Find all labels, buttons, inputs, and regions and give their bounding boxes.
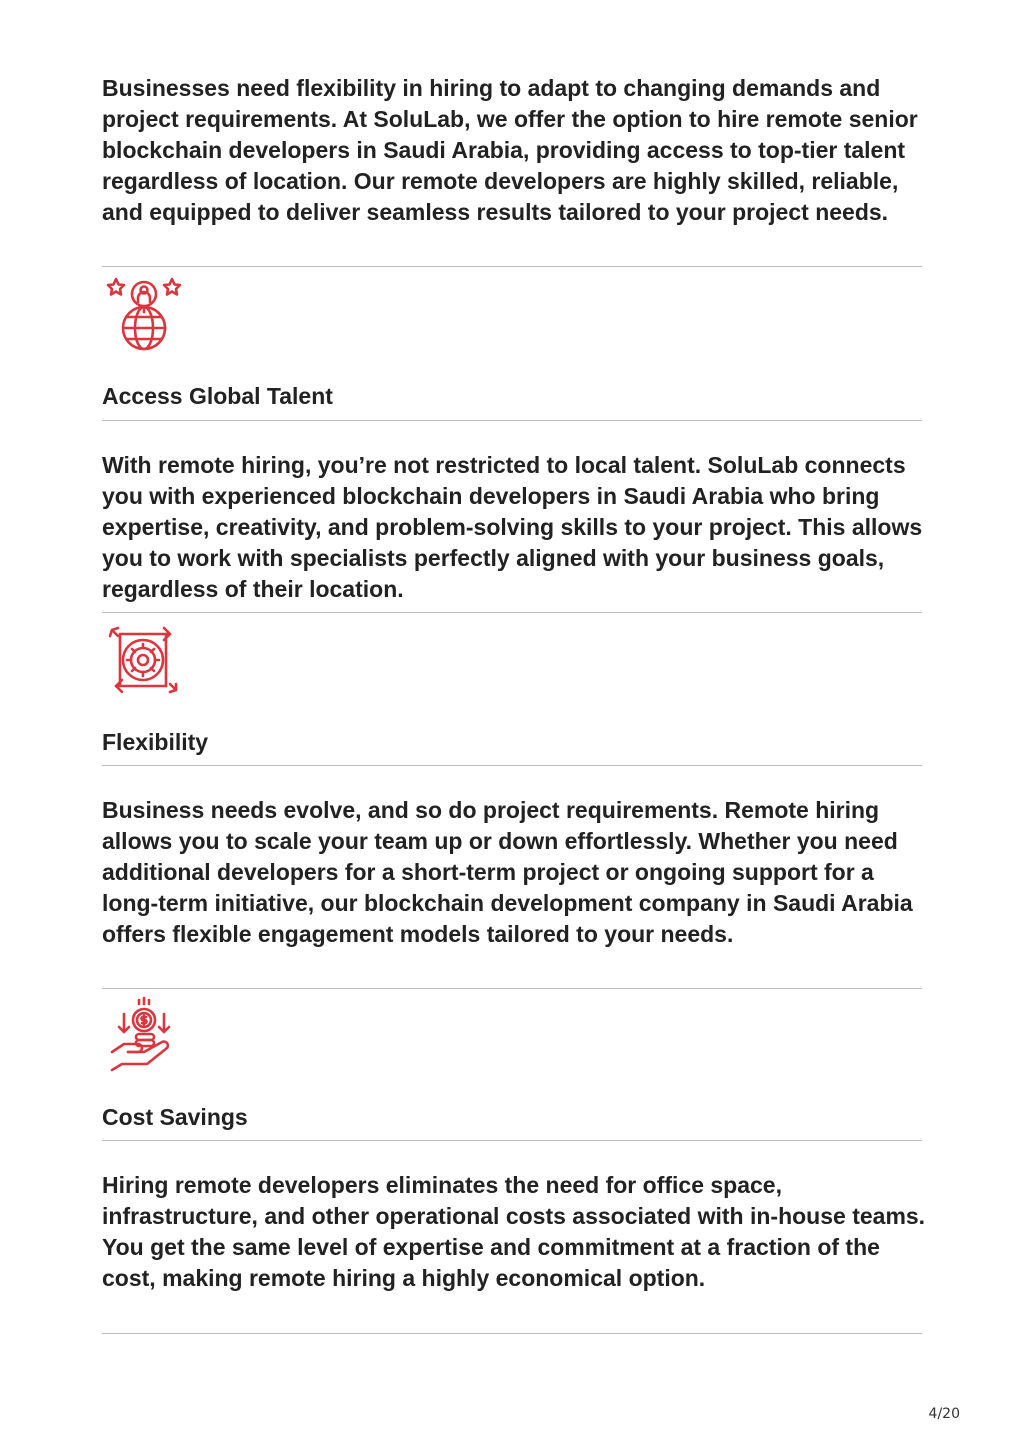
divider bbox=[102, 765, 922, 766]
cost-savings-icon bbox=[104, 996, 184, 1072]
divider bbox=[102, 1333, 922, 1334]
section-body: With remote hiring, you’re not restricted to local talent. SoluLab connects you with experienced blockchain developers in Saudi Arabia who bring expertise, creativity, and problem-solving skills to your project. This allows you to work with specialists perfectly aligned with your business goals, regardless of their location. bbox=[102, 452, 923, 602]
divider bbox=[102, 612, 922, 613]
flexibility-gear-icon bbox=[104, 622, 184, 698]
divider bbox=[102, 420, 922, 421]
divider bbox=[102, 1140, 922, 1141]
divider bbox=[102, 988, 922, 989]
section-body: Hiring remote developers eliminates the need for office space, infrastructure, and other operational costs associated with in-house teams. You get the same level of expertise and commitment at a fraction of the cost, making remote hiring a highly economical option. bbox=[102, 1172, 926, 1291]
divider bbox=[102, 266, 922, 267]
intro-paragraph: Businesses need flexibility in hiring to adapt to changing demands and project requirements. At SoluLab, we offer the option to hire remote senior blockchain developers in Saudi Arabia, providing access to top-tier talent regardless of location. Our remote developers are highly skilled, reliable, and equipped to deliver seamless results tailored to your project needs. bbox=[102, 75, 918, 225]
section-body: Business needs evolve, and so do project requirements. Remote hiring allows you to scale your team up or down effortlessly. Whether you need additional developers for a short-term project or ongoing support for a long-term initiative, our blockchain development company in Saudi Arabia offers flexible engagement models tailored to your needs. bbox=[102, 797, 913, 947]
global-talent-icon bbox=[104, 276, 184, 352]
section-heading: Access Global Talent bbox=[102, 383, 333, 409]
page-number: 4/20 bbox=[928, 1406, 960, 1422]
section-heading: Flexibility bbox=[102, 729, 209, 755]
section-heading: Cost Savings bbox=[102, 1104, 248, 1130]
